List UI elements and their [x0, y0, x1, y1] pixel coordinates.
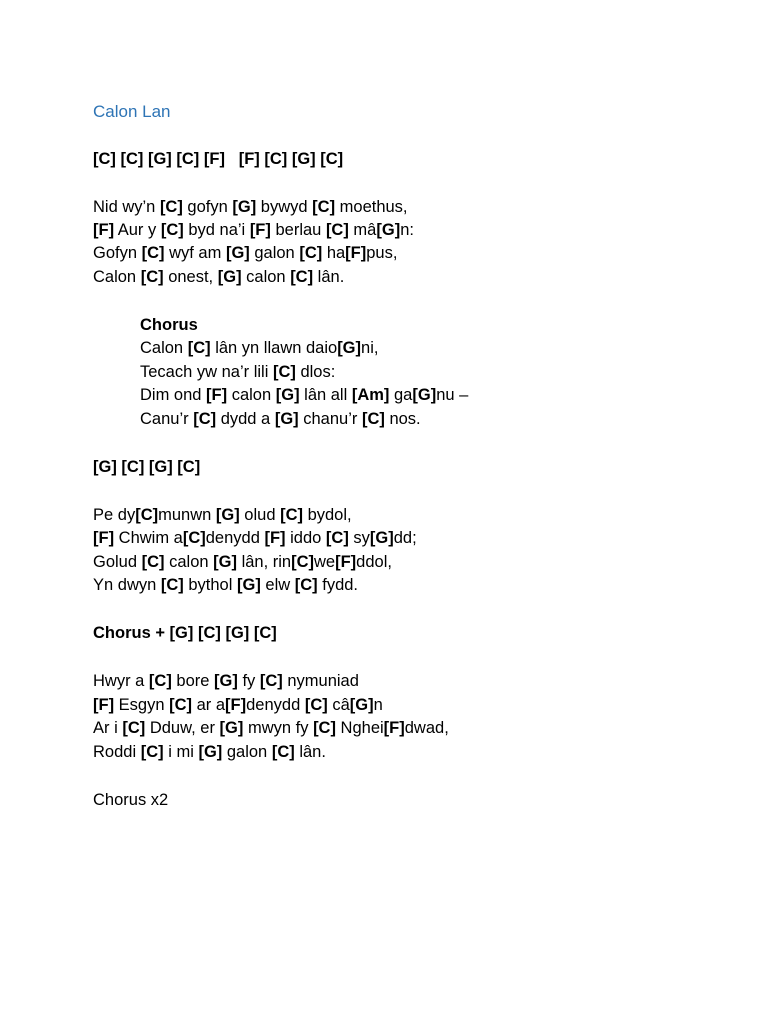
lyric-text: lân. — [313, 268, 345, 286]
lyric-line-outro — [93, 789, 168, 811]
lyric-line-v3-l4 — [93, 741, 326, 763]
lyric-text: ha — [322, 244, 346, 262]
lyric-text: dydd a — [216, 410, 275, 428]
lyric-text: denydd — [246, 696, 305, 714]
chord-or-heading-text: [C] — [361, 410, 385, 428]
chord-or-heading-text: [G] — [236, 576, 261, 594]
lyric-text: nymuniad — [282, 672, 359, 690]
chord-or-heading-text: [C] — [304, 696, 328, 714]
lyric-line-v2-l2 — [93, 527, 417, 549]
chord-or-heading-text: [G] — [337, 339, 362, 357]
chord-or-heading-text: [G] — [219, 719, 244, 737]
lyric-line-v1-l4 — [93, 266, 344, 288]
chord-or-heading-text: [G] — [232, 198, 257, 216]
chord-or-heading-text: [F] — [93, 221, 115, 239]
chord-or-heading-text: [C] — [325, 221, 349, 239]
lyric-text: dlos: — [295, 363, 336, 381]
lyric-line-v1-l2 — [93, 219, 414, 241]
chord-or-heading-text: [C] — [290, 268, 314, 286]
lyric-text: onest, — [163, 268, 218, 286]
lyric-text: calon — [164, 553, 214, 571]
chord-or-heading-text: [Am] — [351, 386, 390, 404]
lyric-text: Canu’r — [140, 410, 194, 428]
lyric-text: galon — [249, 244, 300, 262]
lyric-line-v1-l3 — [93, 242, 397, 264]
lyric-line-intro-chords — [93, 148, 343, 170]
chord-or-heading-text: [G] — [225, 244, 250, 262]
lyric-text: byd na’i — [183, 221, 250, 239]
lyric-text: fy — [237, 672, 260, 690]
lyric-text: calon — [241, 268, 291, 286]
chord-or-heading-text: [F] — [225, 696, 247, 714]
lyric-text: ni, — [361, 339, 379, 357]
lyric-text: olud — [239, 506, 281, 524]
lyric-text: Pe dy — [93, 506, 136, 524]
lyric-text: lân. — [294, 743, 326, 761]
lyric-text: mwyn fy — [243, 719, 314, 737]
chord-or-heading-text: [F] — [345, 244, 367, 262]
chord-or-heading-text: [G] — [376, 221, 401, 239]
chord-or-heading-text: [C] — [325, 529, 349, 547]
lyric-text: bythol — [183, 576, 237, 594]
lyric-text: Dduw, er — [145, 719, 220, 737]
chord-or-heading-text: [C] — [140, 268, 164, 286]
lyric-line-ch-l1 — [140, 337, 378, 359]
chord-or-heading-text: [C] — [141, 244, 165, 262]
lyric-text: ga — [389, 386, 413, 404]
lyric-text: Esgyn — [114, 696, 170, 714]
lyric-text: dwad, — [404, 719, 449, 737]
chord-or-heading-text: [F] — [335, 553, 357, 571]
chord-or-heading-text: [G] — [369, 529, 394, 547]
lyric-text: Calon — [140, 339, 188, 357]
lyric-text: mâ — [348, 221, 377, 239]
lyric-text: lân, rin — [236, 553, 292, 571]
chord-or-heading-text: [C] — [159, 198, 183, 216]
chord-or-heading-text: [C] — [140, 743, 164, 761]
chord-or-heading-text: [G] — [275, 386, 300, 404]
lyric-text: Hwyr a — [93, 672, 149, 690]
chord-or-heading-text: [C] — [313, 719, 336, 737]
chord-or-heading-text: [C] — [160, 221, 184, 239]
lyric-text: Golud — [93, 553, 142, 571]
chord-or-heading-text: [C] — [280, 506, 303, 524]
chord-or-heading-text: [G] — [198, 743, 223, 761]
lyric-text: Aur y — [114, 221, 161, 239]
lyric-text: lân yn llawn daio — [210, 339, 338, 357]
lyric-line-v2-l3 — [93, 551, 392, 573]
lyric-text: denydd — [205, 529, 265, 547]
chord-or-heading-text: [C] — [299, 244, 323, 262]
lyric-text: nos. — [384, 410, 421, 428]
chord-or-heading-text: [C] — [271, 743, 295, 761]
lyric-line-ch-l3 — [140, 384, 468, 406]
lyric-text: moethus, — [335, 198, 408, 216]
lyric-text: nu – — [436, 386, 469, 404]
lyric-text: Calon — [93, 268, 141, 286]
lyric-text: wyf am — [164, 244, 226, 262]
chord-or-heading-text: [F] — [93, 529, 115, 547]
chord-or-heading-text: [G] — [214, 672, 238, 690]
lyric-text: munwn — [158, 506, 216, 524]
lyric-text: Dim ond — [140, 386, 207, 404]
chord-or-heading-text: [G] — [349, 696, 374, 714]
chord-or-heading-text: [G] — [217, 268, 242, 286]
chord-or-heading-text: [C] — [135, 506, 159, 524]
chord-or-heading-text: [C] — [291, 553, 314, 571]
chord-or-heading-text: [G] [C] [G] [C] — [93, 458, 201, 476]
lyric-text: Nid wy’n — [93, 198, 160, 216]
chord-or-heading-text: [C] — [141, 553, 165, 571]
chord-or-heading-text: [C] — [193, 410, 217, 428]
lyric-line-inter-chords — [93, 456, 200, 478]
chord-or-heading-text: [F] — [383, 719, 405, 737]
chord-or-heading-text: [G] — [412, 386, 437, 404]
lyric-text: iddo — [285, 529, 326, 547]
lyric-text: ddol, — [356, 553, 392, 571]
song-title: Calon Lan — [93, 102, 171, 121]
chord-or-heading-text: [C] — [160, 576, 184, 594]
lyric-text: Nghei — [335, 719, 384, 737]
lyric-text: calon — [227, 386, 276, 404]
chord-or-heading-text: Chorus — [140, 316, 198, 334]
lyric-text: Gofyn — [93, 244, 142, 262]
lyric-line-v3-l2 — [93, 694, 383, 716]
lyric-text: Roddi — [93, 743, 141, 761]
chord-or-heading-text: [F] — [264, 529, 286, 547]
lyric-text: chanu’r — [298, 410, 362, 428]
chord-or-heading-text: [F] — [93, 696, 115, 714]
lyric-line-ch-l4 — [140, 408, 421, 430]
lyric-line-chorus-heading — [140, 314, 198, 336]
chord-or-heading-text: [G] — [213, 553, 237, 571]
chord-or-heading-text: [C] — [272, 363, 296, 381]
lyric-line-v2-l4 — [93, 574, 358, 596]
lyric-line-v3-l1 — [93, 670, 359, 692]
lyric-text: elw — [260, 576, 295, 594]
lyric-line-v3-l3 — [93, 717, 449, 739]
lyric-text: Ar i — [93, 719, 123, 737]
chord-or-heading-text: Chorus + [G] [C] [G] [C] — [93, 624, 277, 642]
lyric-text: gofyn — [182, 198, 233, 216]
lyric-text: dd; — [393, 529, 417, 547]
chord-or-heading-text: [C] — [312, 198, 336, 216]
lyric-text: bydol, — [303, 506, 352, 524]
lyric-text: ar a — [192, 696, 226, 714]
chord-or-heading-text: [C] — [259, 672, 283, 690]
lyric-text: Tecach yw na’r lili — [140, 363, 273, 381]
lyric-text: n — [373, 696, 383, 714]
chord-or-heading-text: [C] — [187, 339, 211, 357]
chord-or-heading-text: [C] — [182, 529, 206, 547]
lyric-text: Yn dwyn — [93, 576, 161, 594]
lyric-text: we — [314, 553, 336, 571]
lyric-line-ch-l2 — [140, 361, 335, 383]
lyric-text: i mi — [163, 743, 199, 761]
lyric-text: Chorus x2 — [93, 791, 169, 809]
lyric-line-v2-l1 — [93, 504, 352, 526]
chord-or-heading-text: [C] — [148, 672, 172, 690]
lyric-text: pus, — [366, 244, 398, 262]
lyric-text: bywyd — [256, 198, 313, 216]
lyric-text: lân all — [299, 386, 352, 404]
chord-or-heading-text: [C] — [294, 576, 318, 594]
lyric-text: Chwim a — [114, 529, 183, 547]
chord-or-heading-text: [C] [C] [G] [C] [F] [F] [C] [G] [C] — [93, 150, 344, 168]
chord-or-heading-text: [G] — [274, 410, 299, 428]
chord-or-heading-text: [C] — [122, 719, 146, 737]
chord-or-heading-text: [F] — [206, 386, 228, 404]
lyric-text: berlau — [270, 221, 326, 239]
lyric-text: galon — [222, 743, 272, 761]
lyric-text: sy — [348, 529, 370, 547]
chord-or-heading-text: [G] — [215, 506, 240, 524]
lyric-text: n: — [400, 221, 414, 239]
lyric-text: bore — [171, 672, 215, 690]
chord-or-heading-text: [C] — [169, 696, 193, 714]
lyric-line-chorus-plus — [93, 622, 277, 644]
lyric-text: fydd. — [317, 576, 359, 594]
lyric-line-v1-l1 — [93, 196, 408, 218]
lyric-text: câ — [327, 696, 350, 714]
chord-or-heading-text: [F] — [249, 221, 271, 239]
